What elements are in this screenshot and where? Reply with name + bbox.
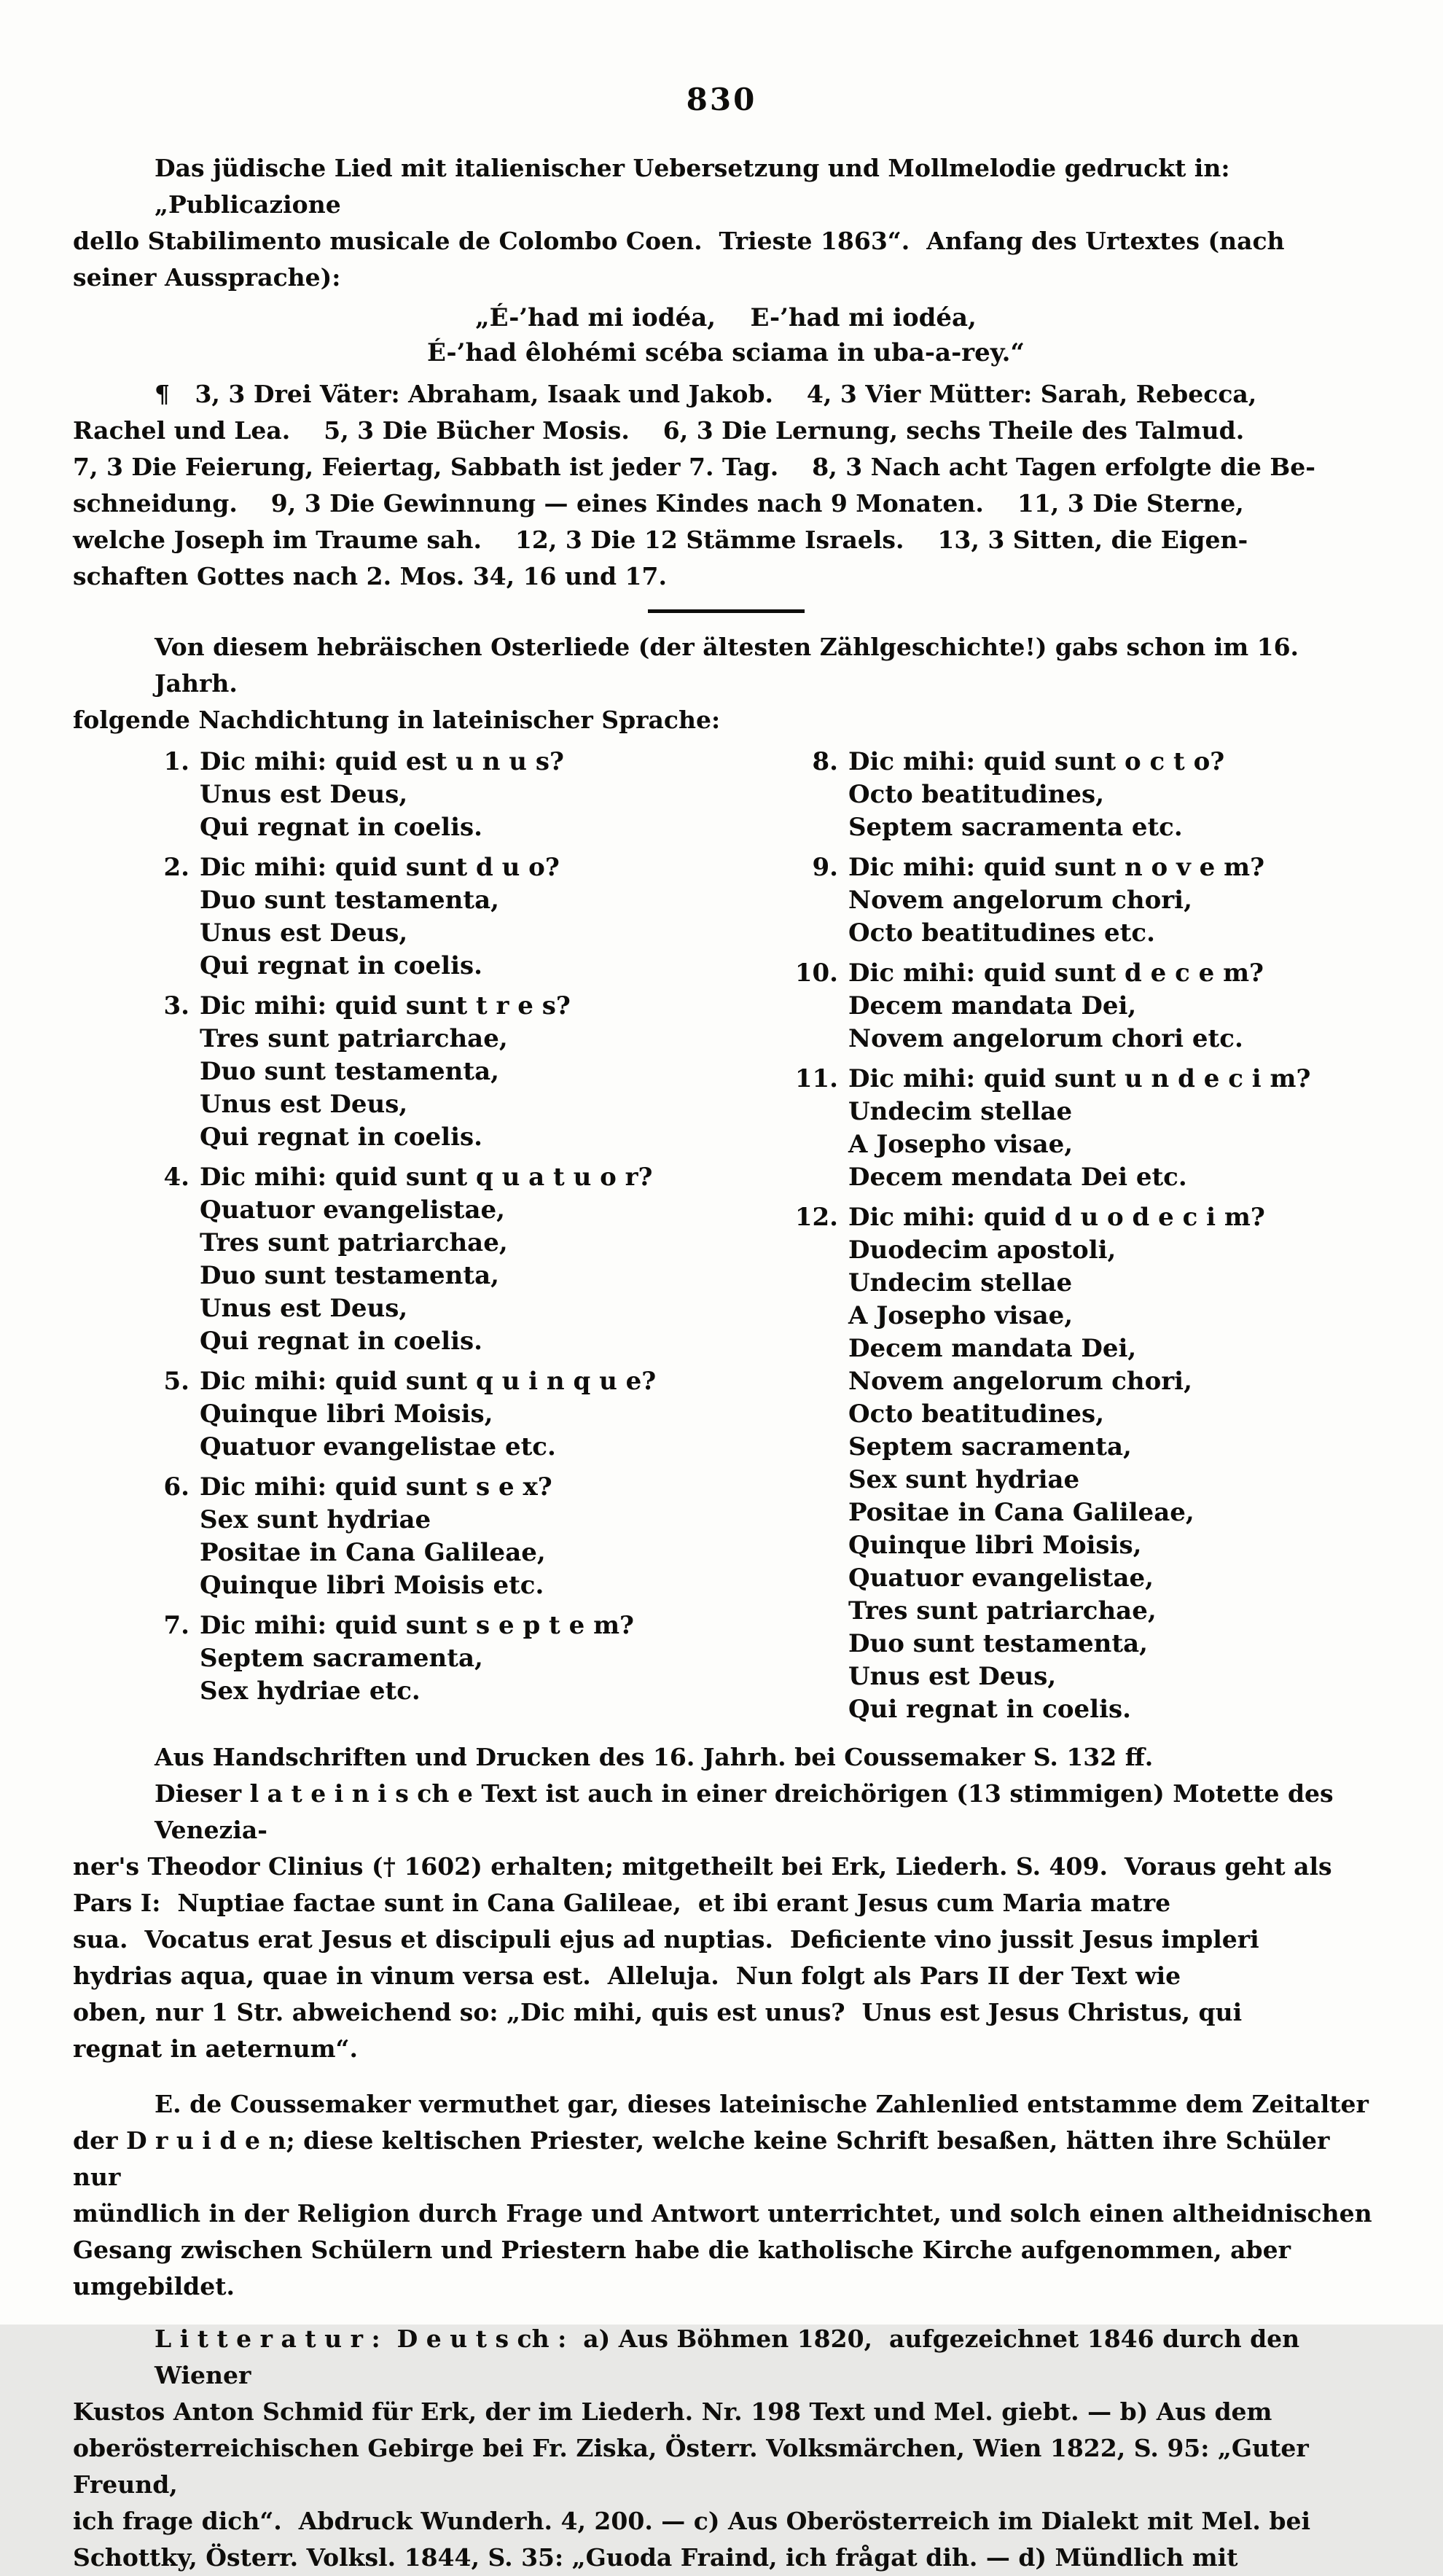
verse-line: Decem mandata Dei, bbox=[848, 1334, 1137, 1363]
motette-line: Dieser l a t e i n i s ch e Text ist auch in einer dreichörigen (13 stimmigen) Motette des Venezia- bbox=[155, 1779, 1342, 1844]
verse-number: 7. bbox=[163, 1611, 189, 1640]
verse-number: 3. bbox=[163, 991, 189, 1020]
litteratur-line: Schottky, Österr. Volksl. 1844, S. 35: „Guoda Fraind, ich frågat dih. — d) Mündlich mit bbox=[73, 2543, 1238, 2572]
verse-line: Positae in Cana Galileae, bbox=[848, 1498, 1194, 1527]
verse-line: Octo beatitudines, bbox=[848, 780, 1105, 809]
verse-line: Unus est Deus, bbox=[200, 1294, 408, 1323]
verse-stanza bbox=[146, 746, 765, 844]
verse-line: Qui regnat in coelis. bbox=[848, 1695, 1131, 1724]
osterlied-line: folgende Nachdichtung in lateinischer Sprache: bbox=[73, 706, 721, 734]
verse-stanza bbox=[146, 1365, 765, 1464]
verse-stanza bbox=[146, 990, 765, 1154]
coussemaker-line: mündlich in der Religion durch Frage und Antwort unterrichtet, und solch einen altheidnischen bbox=[73, 2199, 1372, 2228]
verse-line: Tres sunt patriarchae, bbox=[848, 1596, 1157, 1625]
verse-stanza bbox=[146, 1609, 765, 1708]
section-divider-rule bbox=[648, 609, 805, 613]
verse-line: Quinque libri Moisis, bbox=[848, 1531, 1142, 1560]
verse-line: Sex sunt hydriae bbox=[200, 1505, 431, 1534]
verse-line: Novem angelorum chori, bbox=[848, 1367, 1192, 1396]
motette-line: ner's Theodor Clinius († 1602) erhalten; mitgetheilt bei Erk, Liederh. S. 409. Voraus geht als bbox=[73, 1852, 1332, 1881]
verse-line: Septem sacramenta, bbox=[200, 1644, 483, 1673]
verse-line: Tres sunt patriarchae, bbox=[200, 1228, 508, 1257]
page-content bbox=[0, 150, 1443, 2576]
verse-number: 4. bbox=[163, 1163, 189, 1192]
verse-line: Unus est Deus, bbox=[200, 780, 408, 809]
verse-body bbox=[848, 1063, 1379, 1194]
page-number: 830 bbox=[686, 82, 757, 117]
enumeration-line: ¶ 3, 3 Drei Väter: Abraham, Isaak und Jakob. 4, 3 Vier Mütter: Sarah, Rebecca, bbox=[155, 380, 1257, 408]
motette-line: Pars I: Nuptiae factae sunt in Cana Galileae, et ibi erant Jesus cum Maria matre bbox=[73, 1889, 1171, 1917]
verse-number: 10. bbox=[794, 959, 838, 988]
verse-number: 12. bbox=[794, 1203, 838, 1232]
verse-stanza bbox=[146, 851, 765, 983]
motette-line: hydrias aqua, quae in vinum versa est. Alleluja. Nun folgt als Pars II der Text wie bbox=[73, 1962, 1181, 1990]
motette-paragraph bbox=[73, 1776, 1379, 2067]
verse-body bbox=[200, 851, 765, 983]
verse-body bbox=[848, 851, 1379, 950]
verse-line: Dic mihi: quid sunt s e p t e m? bbox=[200, 1611, 634, 1640]
verse-line: A Josepho visae, bbox=[848, 1130, 1074, 1159]
enumeration-line: schaften Gottes nach 2. Mos. 34, 16 und 17. bbox=[73, 562, 667, 590]
verse-line: Dic mihi: quid sunt t r e s? bbox=[200, 991, 571, 1020]
litteratur-paragraph bbox=[73, 2321, 1379, 2576]
verse-line: Dic mihi: quid sunt s e x? bbox=[200, 1472, 552, 1502]
verse-line: Unus est Deus, bbox=[848, 1662, 1057, 1691]
verse-line: Duo sunt testamenta, bbox=[200, 886, 499, 915]
verse-line: Dic mihi: quid sunt u n d e c i m? bbox=[848, 1064, 1311, 1093]
urtext-line: É-’had êlohémi scéba sciama in uba-a-rey.“ bbox=[427, 338, 1025, 367]
enumeration-line: schneidung. 9, 3 Die Gewinnung — eines Kindes nach 9 Monaten. 11, 3 Die Sterne, bbox=[73, 489, 1244, 518]
verse-line: Quinque libri Moisis, bbox=[200, 1400, 493, 1429]
intro-line: Das jüdische Lied mit italienischer Uebersetzung und Mollmelodie gedruckt in: „Publicazione bbox=[155, 154, 1239, 219]
motette-line: sua. Vocatus erat Jesus et discipuli ejus ad nuptias. Deficiente vino jussit Jesus impleri bbox=[73, 1925, 1259, 1954]
verse-line: Sex hydriae etc. bbox=[200, 1677, 421, 1706]
coussemaker-line: Gesang zwischen Schülern und Priestern habe die katholische Kirche aufgenommen, aber umgebildet. bbox=[73, 2236, 1299, 2300]
verse-line: Qui regnat in coelis. bbox=[200, 951, 482, 980]
verse-stanza bbox=[146, 1161, 765, 1358]
verse-stanza bbox=[146, 1471, 765, 1602]
verse-body bbox=[200, 1609, 765, 1708]
verse-body bbox=[200, 1471, 765, 1602]
verse-line: Duo sunt testamenta, bbox=[200, 1057, 499, 1086]
verse-line: Duodecim apostoli, bbox=[848, 1236, 1117, 1265]
verse-body bbox=[848, 957, 1379, 1055]
verse-stanza bbox=[794, 957, 1379, 1055]
verse-line: Qui regnat in coelis. bbox=[200, 1123, 482, 1152]
verse-line: Qui regnat in coelis. bbox=[200, 813, 482, 842]
verse-line: Quatuor evangelistae etc. bbox=[200, 1432, 556, 1461]
verse-number: 6. bbox=[163, 1472, 189, 1502]
litteratur-line: oberösterreichischen Gebirge bei Fr. Ziska, Österr. Volksmärchen, Wien 1822, S. 95: „Guter Freund, bbox=[73, 2434, 1318, 2499]
motette-line: regnat in aeternum“. bbox=[73, 2034, 358, 2063]
intro-line: dello Stabilimento musicale de Colombo Coen. Trieste 1863“. Anfang des Urtextes (nach bbox=[73, 227, 1285, 255]
verse-stanza bbox=[794, 1201, 1379, 1726]
verse-number: 1. bbox=[163, 747, 189, 776]
verse-line: Undecim stellae bbox=[848, 1097, 1073, 1126]
verse-number: 8. bbox=[812, 747, 838, 776]
latin-verses bbox=[73, 746, 1379, 1733]
litteratur-line: L i t t e r a t u r : D e u t s ch : a) Aus Böhmen 1820, aufgezeichnet 1846 durch den Wiener bbox=[155, 2325, 1308, 2389]
verse-line: Unus est Deus, bbox=[200, 918, 408, 948]
enumeration-line: Rachel und Lea. 5, 3 Die Bücher Mosis. 6, 3 Die Lernung, sechs Theile des Talmud. bbox=[73, 416, 1245, 445]
verse-line: Quatuor evangelistae, bbox=[200, 1195, 505, 1225]
verse-number: 11. bbox=[794, 1064, 838, 1093]
verses-right-column bbox=[765, 746, 1379, 1733]
verse-body bbox=[848, 746, 1379, 844]
verse-line: Decem mandata Dei, bbox=[848, 991, 1137, 1020]
verse-stanza bbox=[794, 746, 1379, 844]
osterlied-paragraph bbox=[73, 629, 1379, 738]
verse-body bbox=[200, 990, 765, 1154]
motette-line: oben, nur 1 Str. abweichend so: „Dic mihi, quis est unus? Unus est Jesus Christus, qui bbox=[73, 1998, 1243, 2026]
verses-left-column bbox=[73, 746, 765, 1733]
verse-line: Positae in Cana Galileae, bbox=[200, 1538, 546, 1567]
coussemaker-line: E. de Coussemaker vermuthet gar, dieses lateinische Zahlenlied entstamme dem Zeitalter bbox=[155, 2090, 1369, 2118]
verse-line: Quinque libri Moisis etc. bbox=[200, 1571, 544, 1600]
verse-line: Sex sunt hydriae bbox=[848, 1465, 1080, 1494]
verse-line: Duo sunt testamenta, bbox=[848, 1629, 1148, 1658]
source-paragraph bbox=[73, 1739, 1379, 1776]
verse-body bbox=[200, 1365, 765, 1464]
urtext-line: „É-’had mi iodéa, E-’had mi iodéa, bbox=[475, 303, 977, 332]
verse-line: Septem sacramenta, bbox=[848, 1432, 1132, 1461]
verse-body bbox=[200, 1161, 765, 1358]
intro-paragraph bbox=[73, 150, 1379, 296]
verse-line: A Josepho visae, bbox=[848, 1301, 1074, 1330]
verse-body bbox=[848, 1201, 1379, 1726]
verse-line: Dic mihi: quid sunt q u a t u o r? bbox=[200, 1163, 653, 1192]
verse-stanza bbox=[794, 851, 1379, 950]
verse-line: Dic mihi: quid sunt o c t o? bbox=[848, 747, 1225, 776]
verse-line: Dic mihi: quid est u n u s? bbox=[200, 747, 564, 776]
verse-line: Undecim stellae bbox=[848, 1268, 1073, 1297]
verse-line: Unus est Deus, bbox=[200, 1090, 408, 1119]
verse-line: Dic mihi: quid sunt d e c e m? bbox=[848, 959, 1264, 988]
verse-line: Decem mendata Dei etc. bbox=[848, 1163, 1187, 1192]
coussemaker-line: der D r u i d e n; diese keltischen Priester, welche keine Schrift besaßen, hätten ihre Schüler nur bbox=[73, 2126, 1338, 2191]
urtext-quote bbox=[73, 300, 1379, 370]
enumeration-line: 7, 3 Die Feierung, Feiertag, Sabbath ist jeder 7. Tag. 8, 3 Nach acht Tagen erfolgte die Be- bbox=[73, 453, 1315, 481]
coussemaker-paragraph bbox=[73, 2086, 1379, 2305]
osterlied-line: Von diesem hebräischen Osterliede (der ältesten Zählgeschichte!) gabs schon im 16. Jahrh. bbox=[155, 633, 1307, 698]
verse-line: Octo beatitudines, bbox=[848, 1400, 1105, 1429]
intro-line: seiner Aussprache): bbox=[73, 263, 341, 292]
verse-line: Dic mihi: quid d u o d e c i m? bbox=[848, 1203, 1265, 1232]
verse-number: 5. bbox=[163, 1367, 189, 1396]
verse-body bbox=[200, 746, 765, 844]
enumeration-paragraph bbox=[73, 376, 1379, 595]
verse-line: Septem sacramenta etc. bbox=[848, 813, 1183, 842]
verse-line: Quatuor evangelistae, bbox=[848, 1564, 1154, 1593]
verse-line: Tres sunt patriarchae, bbox=[200, 1024, 508, 1053]
enumeration-line: welche Joseph im Traume sah. 12, 3 Die 12 Stämme Israels. 13, 3 Sitten, die Eigen- bbox=[73, 526, 1248, 554]
verse-line: Dic mihi: quid sunt d u o? bbox=[200, 853, 560, 882]
litteratur-line: Kustos Anton Schmid für Erk, der im Liederh. Nr. 198 Text und Mel. giebt. — b) Aus dem bbox=[73, 2397, 1272, 2426]
verse-number: 2. bbox=[163, 853, 189, 882]
verse-line: Qui regnat in coelis. bbox=[200, 1327, 482, 1356]
verse-line: Dic mihi: quid sunt n o v e m? bbox=[848, 853, 1265, 882]
verse-line: Octo beatitudines etc. bbox=[848, 918, 1155, 948]
verse-line: Novem angelorum chori, bbox=[848, 886, 1192, 915]
verse-line: Novem angelorum chori etc. bbox=[848, 1024, 1243, 1053]
litteratur-line: ich frage dich“. Abdruck Wunderh. 4, 200. — c) Aus Oberösterreich im Dialekt mit Mel. bei bbox=[73, 2507, 1310, 2535]
verse-stanza bbox=[794, 1063, 1379, 1194]
source-line: Aus Handschriften und Drucken des 16. Jahrh. bei Coussemaker S. 132 ff. bbox=[155, 1743, 1154, 1771]
verse-line: Duo sunt testamenta, bbox=[200, 1261, 499, 1290]
verse-line: Dic mihi: quid sunt q u i n q u e? bbox=[200, 1367, 657, 1396]
verse-number: 9. bbox=[812, 853, 838, 882]
